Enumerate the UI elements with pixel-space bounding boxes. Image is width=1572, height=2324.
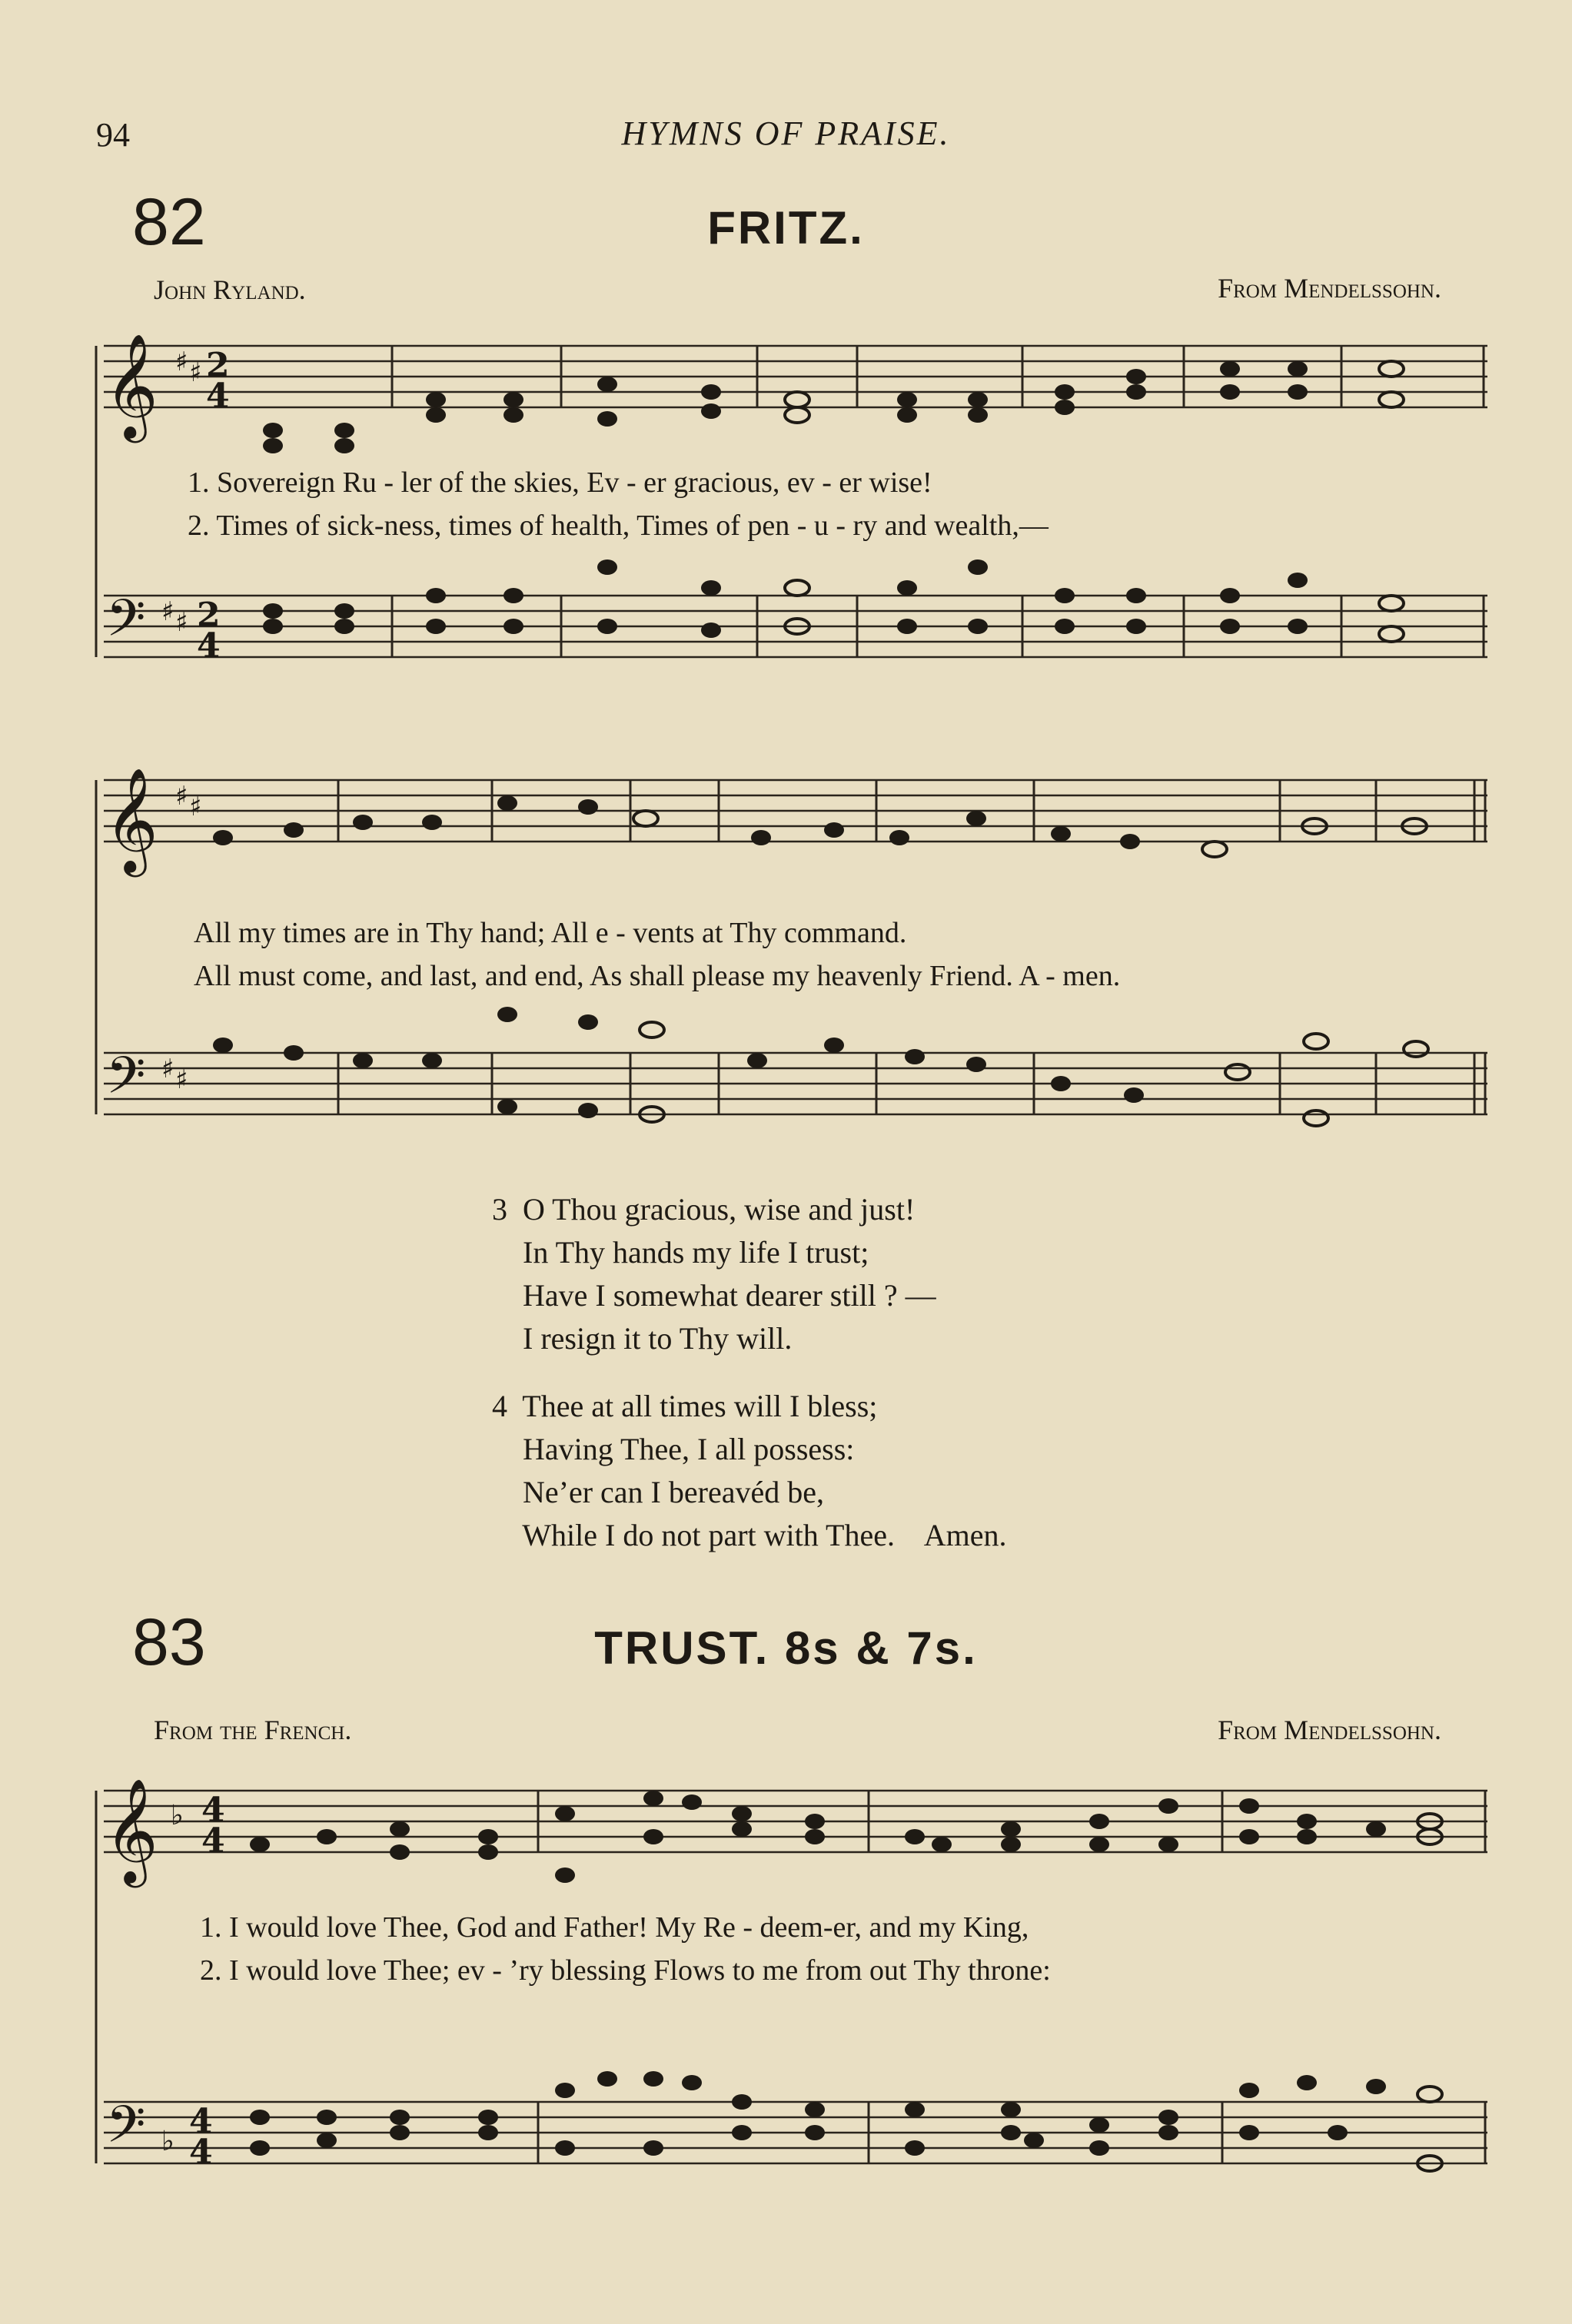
treble-staff xyxy=(104,1777,1487,1887)
svg-text:♯: ♯ xyxy=(161,1054,174,1084)
hymn-82-line2-verse1: All my times are in Thy hand; All e - vents at Thy command. xyxy=(194,917,907,949)
bass-staff xyxy=(104,559,1487,666)
hymn-82-stanza-4: 4 Thee at all times will I bless; Having Thee, I all possess: Ne’er can I bereavéd be, While I do not part with Thee. Amen. xyxy=(492,1389,1007,1552)
svg-text:♯: ♯ xyxy=(175,1064,188,1095)
bass-staff xyxy=(104,1007,1487,1126)
running-title: HYMNS OF PRAISE. xyxy=(621,115,951,152)
svg-text:𝄢: 𝄢 xyxy=(106,2095,146,2166)
svg-text:♯: ♯ xyxy=(175,781,188,812)
hymn-83-line1-verse2: 2. I would love Thee; ev - ’ry blessing Flows to me from out Thy throne: xyxy=(200,1954,1051,1987)
svg-text:2: 2 xyxy=(197,596,221,635)
treble-staff xyxy=(104,766,1487,877)
hymn-83-composer: From Mendelssohn. xyxy=(1218,1715,1441,1745)
hymn-82-composer: From Mendelssohn. xyxy=(1218,273,1441,304)
hymn-83-author: From the French. xyxy=(154,1715,352,1745)
svg-text:♭: ♭ xyxy=(171,1800,184,1831)
treble-clef-icon: 𝄞 xyxy=(105,332,158,438)
svg-text:2: 2 xyxy=(206,346,230,385)
bass-staff xyxy=(104,2071,1487,2172)
hymn-82-system-1 xyxy=(0,323,1572,684)
svg-text:4: 4 xyxy=(189,2133,213,2172)
svg-text:♯: ♯ xyxy=(161,596,174,627)
svg-text:4: 4 xyxy=(197,626,221,666)
svg-text:♯: ♯ xyxy=(189,357,202,388)
hymn-83-title: TRUST. 8s & 7s. xyxy=(594,1622,978,1674)
page-number: 94 xyxy=(96,116,130,154)
hymn-82-line1-verse1: 1. Sovereign Ru - ler of the skies, Ev - er gracious, ev - er wise! xyxy=(188,466,932,499)
bass-clef-icon: 𝄢 xyxy=(106,589,146,660)
hymn-82-system-2 xyxy=(0,749,1572,1164)
svg-text:♯: ♯ xyxy=(175,347,188,377)
hymn-82-number: 82 xyxy=(132,185,206,259)
svg-text:♯: ♯ xyxy=(189,792,202,822)
hymn-82-line1-verse2: 2. Times of sick-ness, times of health, Times of pen - u - ry and wealth,— xyxy=(188,510,1049,542)
treble-staff xyxy=(104,332,1487,453)
svg-text:4: 4 xyxy=(206,377,230,416)
hymn-82-author: John Ryland. xyxy=(154,274,306,305)
hymn-82-line2-verse2: All must come, and last, and end, As shall please my heavenly Friend. A - men. xyxy=(194,960,1121,992)
svg-text:4: 4 xyxy=(201,1791,225,1830)
svg-text:𝄞: 𝄞 xyxy=(105,766,158,872)
svg-text:♭: ♭ xyxy=(161,2126,174,2157)
svg-text:𝄢: 𝄢 xyxy=(106,1046,146,1117)
svg-text:♯: ♯ xyxy=(175,607,188,638)
svg-text:4: 4 xyxy=(201,1821,225,1861)
hymn-83-number: 83 xyxy=(132,1605,206,1679)
hymn-82-title: FRITZ. xyxy=(707,202,865,254)
hymn-82-stanza-3: 3 O Thou gracious, wise and just! In Thy hands my life I trust; Have I somewhat dearer still ? — I resign it to Thy will. xyxy=(492,1192,936,1356)
hymn-83-line1-verse1: 1. I would love Thee, God and Father! My Re - deem-er, and my King, xyxy=(200,1911,1029,1944)
svg-text:4: 4 xyxy=(189,2102,213,2141)
svg-text:𝄞: 𝄞 xyxy=(105,1777,158,1883)
